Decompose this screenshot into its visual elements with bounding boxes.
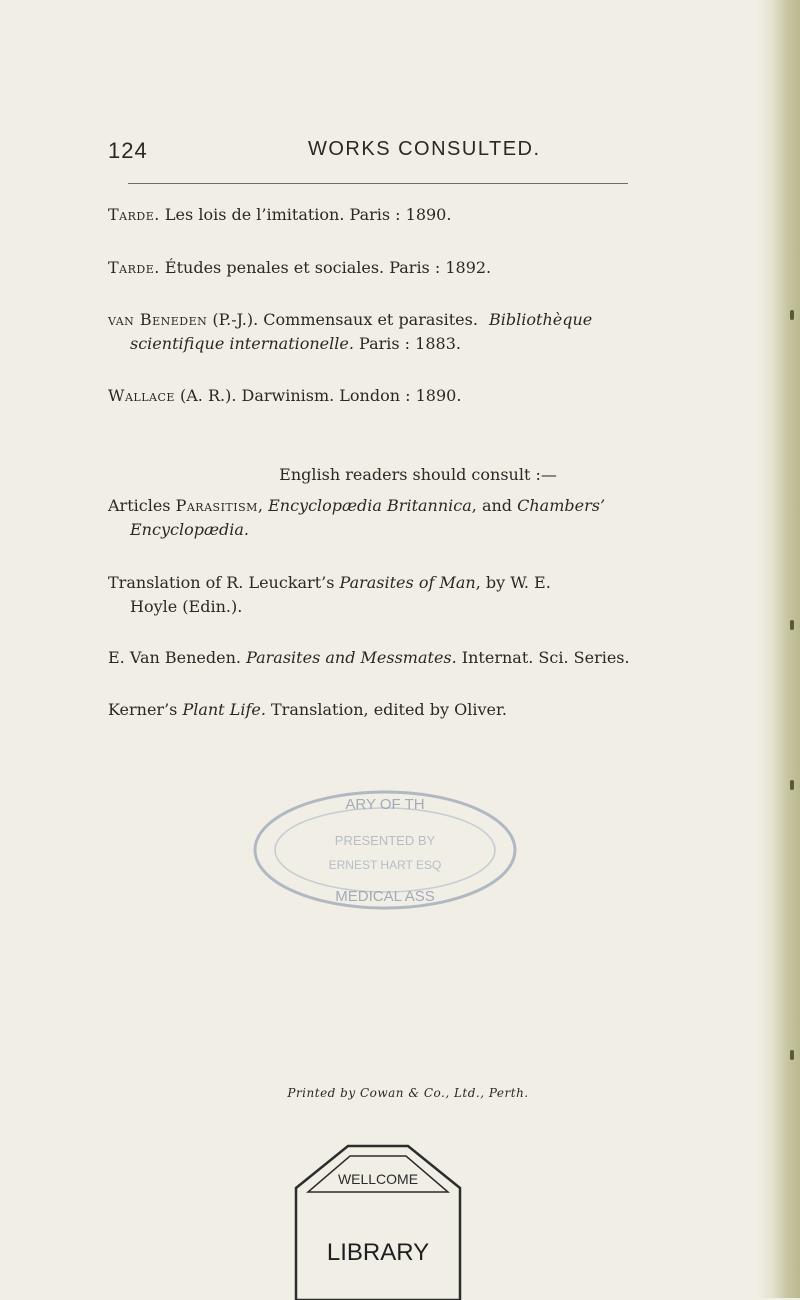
- entry-italic: Parasites of Man: [339, 573, 476, 592]
- edge-mark: [790, 310, 794, 320]
- entry-italic: Plant Life.: [182, 700, 266, 719]
- bibliography-entry: [108, 646, 748, 670]
- entry-italic: Chambers’: [517, 496, 606, 515]
- stamp1-mid2: ERNEST HART ESQ: [328, 858, 442, 872]
- entry-smallcaps: Parasitism: [175, 496, 258, 515]
- entry-text: Les lois de l’imitation. Paris : 1890.: [159, 205, 452, 224]
- bibliography-entry: [108, 698, 748, 722]
- edge-mark: [790, 620, 794, 630]
- entry-italic: Parasites and Messmates.: [246, 648, 457, 667]
- entry-text: E. Van Beneden.: [108, 648, 247, 667]
- stamp-inner-ring: [275, 808, 495, 892]
- stamp2-main: LIBRARY: [326, 1239, 430, 1266]
- entry-italic: Encyclopædia.: [130, 520, 249, 539]
- entry-text: (P.-J.). Commensaux et parasites.: [207, 310, 478, 329]
- entry-author: Wallace: [108, 386, 175, 405]
- bibliography-entry: [108, 308, 748, 356]
- bibliography-entry: [108, 571, 748, 619]
- entry-author: Tarde.: [108, 258, 160, 277]
- stamp1-mid: PRESENTED BY: [334, 833, 436, 848]
- stamp1-bottom: MEDICAL ASS: [335, 888, 435, 905]
- bibliography-entry: [108, 203, 748, 227]
- entry-author: van Beneden: [108, 310, 208, 329]
- page-number: 124: [108, 138, 148, 163]
- stamp2-top: WELLCOME: [337, 1171, 419, 1187]
- entry-text: Études penales et sociales. Paris : 1892.: [159, 258, 492, 277]
- library-stamp-oval: [245, 785, 525, 915]
- entry-text: ,: [257, 496, 269, 515]
- printer-imprint: Printed by Cowan & Co., Ltd., Perth.: [287, 1086, 529, 1100]
- stamp2-outline: [296, 1146, 460, 1300]
- stamp1-top: ARY OF TH: [345, 796, 425, 813]
- wellcome-library-stamp: [288, 1140, 468, 1300]
- entry-text: Kerner’s: [108, 700, 183, 719]
- entry-text: Internat. Sci. Series.: [456, 648, 630, 667]
- bibliography-entry: [108, 384, 748, 408]
- bibliography-entry: [108, 256, 748, 280]
- entry-text: Hoyle (Edin.).: [130, 597, 243, 616]
- entry-italic: Encyclopædia Britannica: [268, 496, 472, 515]
- running-title: WORKS CONSULTED.: [308, 138, 541, 160]
- header-rule: [128, 183, 628, 184]
- entry-text: Paris : 1883.: [353, 334, 461, 353]
- entry-text: Articles: [108, 496, 176, 515]
- entry-text: Translation, edited by Oliver.: [265, 700, 507, 719]
- page-edge-shadow: [756, 0, 800, 1298]
- entry-text: Translation of R. Leuckart’s: [108, 573, 340, 592]
- entry-text: , and: [471, 496, 518, 515]
- page-header: [108, 138, 728, 168]
- entry-italic: scientifique internationelle.: [130, 334, 354, 353]
- edge-mark: [790, 1050, 794, 1060]
- bibliography-entry: [108, 494, 748, 542]
- entry-author: Tarde.: [108, 205, 160, 224]
- entry-italic: Bibliothèque: [489, 310, 593, 329]
- entry-text: (A. R.). Darwinism. London : 1890.: [174, 386, 462, 405]
- entry-text: , by W. E.: [475, 573, 551, 592]
- edge-mark: [790, 780, 794, 790]
- english-readers-note: English readers should consult :—: [279, 465, 557, 484]
